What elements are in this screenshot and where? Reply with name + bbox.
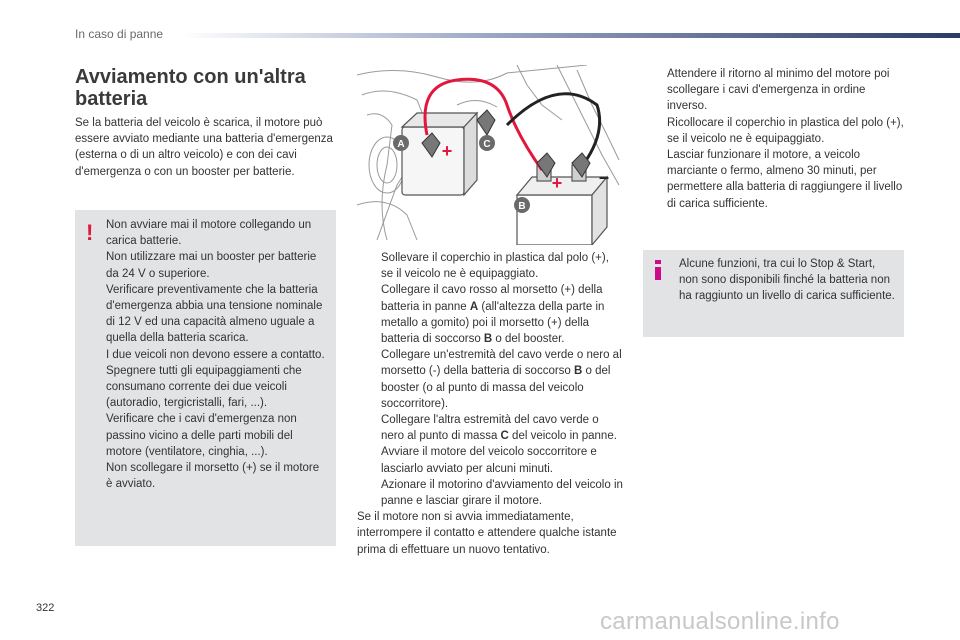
warning-line: Non scollegare il morsetto (+) se il motore è avviato.	[106, 462, 320, 491]
section-title: In caso di panne	[75, 27, 164, 41]
step-text: Collegare un'estremità del cavo verde o nero al morsetto (-) della batteria di soccorso	[381, 349, 622, 378]
warning-line: Non avviare mai il motore collegando un carica batterie.	[106, 219, 312, 248]
step-text: Ricollocare il coperchio in plastica del polo (+), se il veicolo ne è equipaggiato.	[667, 116, 904, 145]
step-text: Sollevare il coperchio in plastica dal polo (+), se il veicolo ne è equipaggiato.	[381, 252, 609, 281]
jump-start-illustration	[357, 65, 622, 245]
warning-line: I due veicoli non devono essere a contatto.	[106, 348, 325, 361]
list-item	[643, 66, 905, 115]
list-item	[357, 444, 623, 476]
warning-text	[106, 217, 328, 492]
closing-paragraph: Se il motore non si avvia immediatamente, interrompere il contatto e attendere qualche istante prima di effettuare un nuovo tentativo.	[357, 511, 617, 556]
label-c: C	[483, 139, 491, 150]
header-gradient-bar	[180, 33, 960, 38]
step-text: Lasciar funzionare il motore, a veicolo marciante o fermo, almeno 30 minuti, per permettere alla batteria di raggiungere il livello di carica sufficiente.	[667, 149, 903, 210]
step-text: Collegare il cavo rosso al morsetto (+) della batteria in panne	[381, 284, 603, 313]
info-icon	[652, 260, 664, 280]
label-b: B	[518, 201, 526, 212]
step-text: Collegare l'altra estremità del cavo verde o nero al punto di massa	[381, 414, 599, 443]
step-text: Azionare il motorino d'avviamento del veicolo in panne e lasciar girare il motore.	[381, 478, 623, 508]
list-item	[357, 412, 623, 444]
page-number: 322	[36, 602, 55, 614]
page-title: Avviamento con un'altra batteria	[75, 66, 306, 110]
ref-letter: C	[500, 430, 509, 443]
step-text: o del booster.	[492, 333, 565, 346]
list-item	[357, 282, 623, 347]
info-text: Alcune funzioni, tra cui lo Stop & Start, non sono disponibili finché la batteria non ha raggiunto un livello di carica sufficiente.	[679, 258, 895, 303]
step-text: Attendere il ritorno al minimo del motore poi scollegare i cavi d'emergenza in ordine inverso.	[667, 68, 890, 113]
list-item	[643, 147, 905, 212]
step-text: del veicolo in panne.	[508, 430, 617, 443]
intro-paragraph: Se la batteria del veicolo è scarica, il motore può essere avviato mediante una batteria d'emergenza (esterna o di un altro veicolo) e con dei cavi d'emergenza o con un booster per batterie.	[75, 117, 333, 178]
step-text: o del booster (o al punto di massa del veicolo soccorritore).	[381, 365, 611, 410]
ref-letter: B	[574, 365, 583, 378]
ref-letter: A	[469, 300, 479, 313]
exclamation-icon: !	[86, 220, 94, 245]
warning-line: Verificare che i cavi d'emergenza non passino vicino a delle parti mobili del motore (ventilatore, cinghia, ...).	[106, 413, 297, 458]
plus-sign: +	[551, 173, 563, 193]
watermark: carmanualsonline.info	[600, 608, 840, 635]
minus-sign: –	[598, 167, 610, 187]
list-item	[357, 347, 623, 412]
list-item	[357, 250, 623, 282]
ref-letter: B	[483, 333, 493, 346]
steps-list	[357, 250, 623, 558]
warning-line: Non utilizzare mai un booster per batterie da 24 V o superiore.	[106, 251, 317, 280]
warning-line: Spegnere tutti gli equipaggiamenti che consumano corrente dei due veicoli (autoradio, tergicristalli, fari, ...).	[106, 364, 302, 410]
step-text: Avviare il motore del veicolo soccorritore e lasciarlo avviato per alcuni minuti.	[381, 446, 597, 475]
step-text: (all'altezza della parte in metallo a gomito) poi il morsetto (+) della batteria di soccorso	[381, 300, 605, 346]
list-item	[357, 477, 623, 509]
label-a: A	[397, 139, 405, 150]
warning-line: Verificare preventivamente che la batteria d'emergenza abbia una tensione nominale di 12 V ed una capacità almeno uguale a quella della batteria scarica.	[106, 283, 323, 345]
right-steps-list	[643, 66, 905, 212]
list-item	[643, 115, 905, 147]
plus-sign: +	[441, 141, 453, 161]
